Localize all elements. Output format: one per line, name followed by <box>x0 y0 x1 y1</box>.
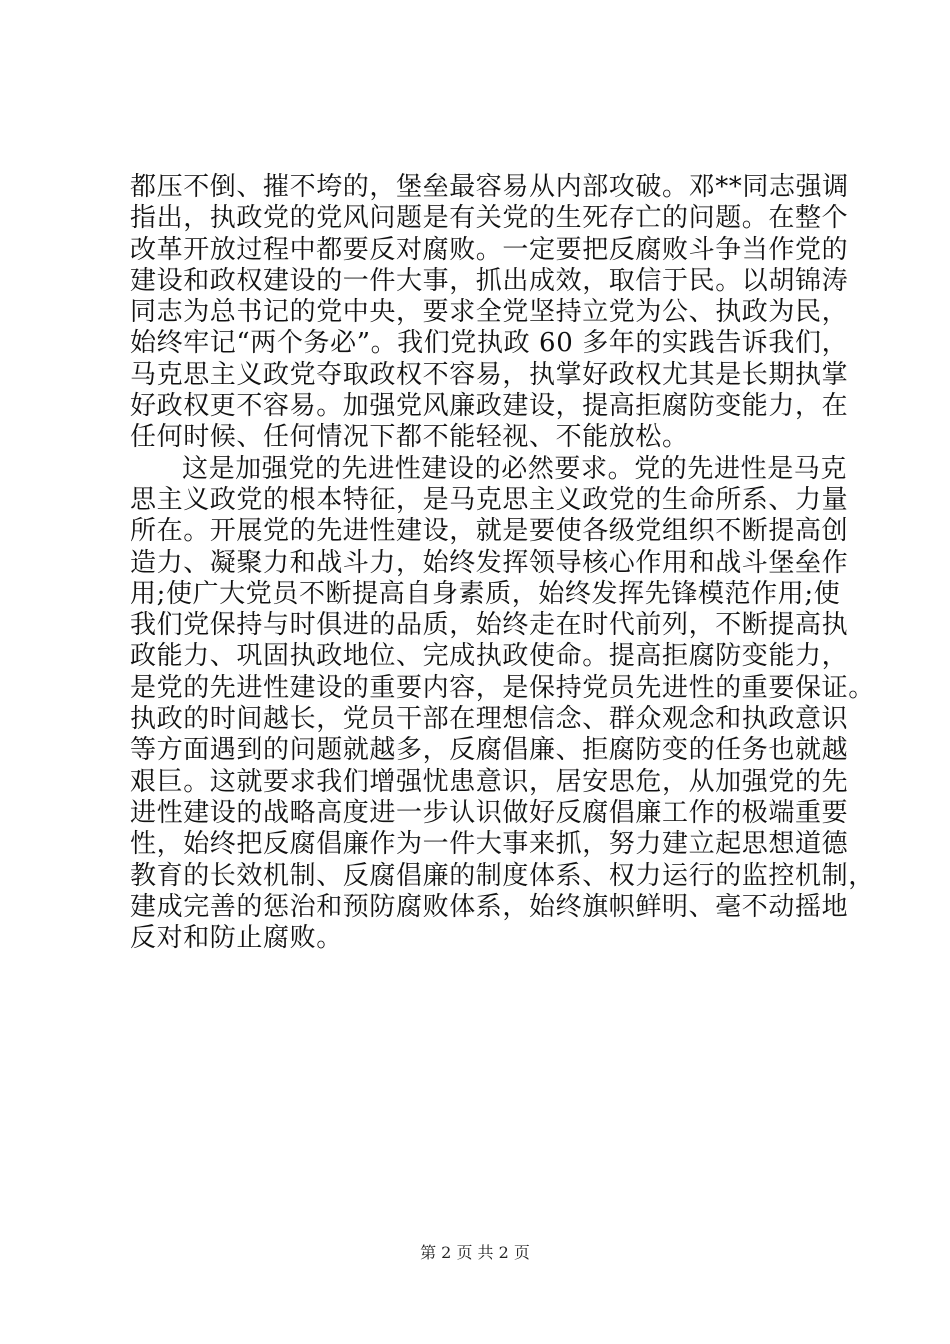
text-line: 好政权更不容易。加强党风廉政建设，提高拒腐防变能力，在 <box>130 391 849 422</box>
text-line: 所在。开展党的先进性建设，就是要使各级党组织不断提高创 <box>130 516 849 547</box>
text-line: 同志为总书记的党中央，要求全党坚持立党为公、执政为民， <box>130 297 849 328</box>
text-line: 执政的时间越长，党员干部在理想信念、群众观念和执政意识 <box>130 704 849 735</box>
text-line: 始终牢记“两个务必”。我们党执政 60 多年的实践告诉我们， <box>130 328 849 359</box>
text-line: 造力、凝聚力和战斗力，始终发挥领导核心作用和战斗堡垒作 <box>130 547 849 578</box>
text-line: 等方面遇到的问题就越多，反腐倡廉、拒腐防变的任务也就越 <box>130 735 849 766</box>
text-line: 改革开放过程中都要反对腐败。一定要把反腐败斗争当作党的 <box>130 234 849 265</box>
text-line: 建成完善的惩治和预防腐败体系，始终旗帜鲜明、毫不动摇地 <box>130 891 849 922</box>
text-line: 都压不倒、摧不垮的，堡垒最容易从内部攻破。邓**同志强调 <box>130 172 849 202</box>
text-line: 思主义政党的根本特征，是马克思主义政党的生命所系、力量 <box>130 484 849 515</box>
text-line: 我们党保持与时俱进的品质，始终走在时代前列，不断提高执 <box>130 610 849 641</box>
text-line: 指出，执政党的党风问题是有关党的生死存亡的问题。在整个 <box>130 203 849 234</box>
text-line: 任何时候、任何情况下都不能轻视、不能放松。 <box>130 422 689 453</box>
text-line: 政能力、巩固执政地位、完成执政使命。提高拒腐防变能力， <box>130 641 849 672</box>
page-number-footer: 第 2 页 共 2 页 <box>420 1243 530 1262</box>
text-line: 是党的先进性建设的重要内容，是保持党员先进性的重要保证。 <box>130 672 875 703</box>
text-line: 艰巨。这就要求我们增强忧患意识，居安思危，从加强党的先 <box>130 766 849 797</box>
text-line: 马克思主义政党夺取政权不容易，执掌好政权尤其是长期执掌 <box>130 359 849 390</box>
text-line: 建设和政权建设的一件大事，抓出成效，取信于民。以胡锦涛 <box>130 265 849 296</box>
paragraph-first-line: 这是加强党的先进性建设的必然要求。党的先进性是马克 <box>182 453 848 484</box>
text-line: 性，始终把反腐倡廉作为一件大事来抓，努力建立起思想道德 <box>130 829 849 860</box>
text-line: 反对和防止腐败。 <box>130 923 343 954</box>
body-text <box>130 172 875 954</box>
text-line: 进性建设的战略高度进一步认识做好反腐倡廉工作的极端重要 <box>130 797 849 828</box>
text-line: 用;使广大党员不断提高自身素质，始终发挥先锋模范作用;使 <box>130 578 841 609</box>
text-line: 教育的长效机制、反腐倡廉的制度体系、权力运行的监控机制， <box>130 860 875 891</box>
